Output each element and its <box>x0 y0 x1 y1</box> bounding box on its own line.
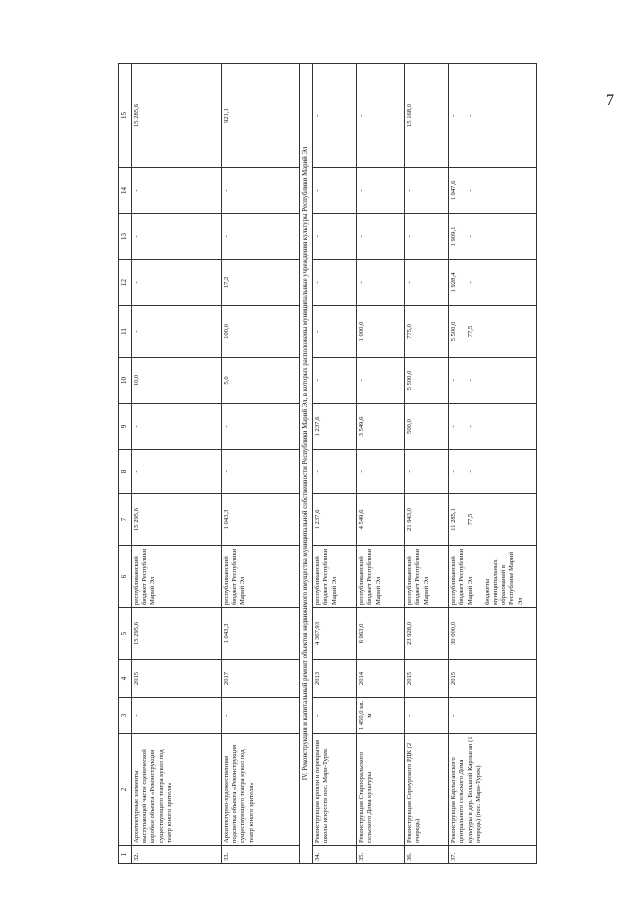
cell-y2017: - <box>405 260 449 306</box>
header-cell: 7 <box>119 494 132 546</box>
source-municipal: бюджеты муниципальных образований в Республике Марий Эл <box>483 551 524 605</box>
cell-y2014: - <box>222 404 300 450</box>
cell-capacity: - <box>132 698 222 734</box>
value-municipal: - <box>467 425 475 428</box>
cell-y2020: - <box>313 64 357 168</box>
row-number: 33. <box>222 846 300 864</box>
header-cell: 15 <box>119 64 132 168</box>
cell-capacity: - <box>449 698 537 734</box>
cell-year: 2015 <box>405 660 449 698</box>
cell-y2015: - <box>357 358 405 404</box>
row-number: 37. <box>449 846 537 864</box>
value-republic: - <box>450 425 458 428</box>
cell-capacity: - <box>405 698 449 734</box>
header-cell: 3 <box>119 698 132 734</box>
table-row <box>449 64 537 864</box>
value-municipal: - <box>467 189 475 192</box>
header-cell: 2 <box>119 734 132 846</box>
cell-y2019 <box>449 168 537 214</box>
cell-y2014: - <box>132 404 222 450</box>
header-cell: 13 <box>119 214 132 260</box>
cell-y2019: - <box>357 168 405 214</box>
cell-y2013: - <box>132 450 222 494</box>
cell-y2013 <box>449 450 537 494</box>
cell-y2013: - <box>405 450 449 494</box>
cell-y2018: - <box>132 214 222 260</box>
cell-y2016: 775,0 <box>405 306 449 358</box>
cell-y2017: 17,2 <box>222 260 300 306</box>
cell-cost: 15 295,6 <box>132 608 222 660</box>
cell-y2015 <box>449 358 537 404</box>
cell-year: 2017 <box>222 660 300 698</box>
cell-total: 1 043,3 <box>222 494 300 546</box>
cell-year: 2015 <box>132 660 222 698</box>
value-republic: 1 928,4 <box>450 272 458 293</box>
cell-cost: 23 928,0 <box>405 608 449 660</box>
cell-y2015: 5 500,0 <box>405 358 449 404</box>
program-table <box>118 63 537 864</box>
cell-total: 1 237,6 <box>313 494 357 546</box>
cell-total: 15 295,6 <box>132 494 222 546</box>
cell-y2013: - <box>222 450 300 494</box>
page-number: 7 <box>606 92 614 109</box>
header-row <box>119 64 132 864</box>
cell-y2017 <box>449 260 537 306</box>
header-cell: 5 <box>119 608 132 660</box>
header-cell: 8 <box>119 450 132 494</box>
cell-total <box>449 494 537 546</box>
object-name: Реконструкция Старооральского сельского Дома культуры <box>357 734 405 846</box>
object-name: Реконструкция Сернурского РДК (2 очередь) <box>405 734 449 846</box>
value-republic: 1 947,6 <box>450 180 458 201</box>
value-municipal: - <box>467 235 475 238</box>
cell-y2017: - <box>313 260 357 306</box>
section-row <box>300 64 313 864</box>
header-cell: 10 <box>119 358 132 404</box>
cell-cost: 4 367,93 <box>313 608 357 660</box>
cell-y2017: - <box>132 260 222 306</box>
cell-capacity: - <box>313 698 357 734</box>
cell-y2020: - <box>357 64 405 168</box>
value-republic: - <box>450 379 458 382</box>
header-cell: 1 <box>119 846 132 864</box>
cell-source: республиканский бюджет Республики Марий Эл <box>357 546 405 608</box>
cell-y2015: 5,0 <box>222 358 300 404</box>
table-row <box>132 64 222 864</box>
object-name: Реконструкция Карлыганского центрального сельского Дома культуры в дер. Большой Карлыган (1 очередь) (пос. Мари-Турек) <box>449 734 537 846</box>
cell-y2019: - <box>132 168 222 214</box>
cell-y2020: 15 168,0 <box>405 64 449 168</box>
cell-total: 21 943,0 <box>405 494 449 546</box>
cell-y2018: - <box>405 214 449 260</box>
cell-capacity: - <box>222 698 300 734</box>
cell-y2018: - <box>222 214 300 260</box>
header-cell: 4 <box>119 660 132 698</box>
table-row <box>357 64 405 864</box>
cell-cost: 1 043,3 <box>222 608 300 660</box>
cell-y2020 <box>449 64 537 168</box>
cell-total: 4 549,6 <box>357 494 405 546</box>
header-cell: 12 <box>119 260 132 306</box>
cell-y2016: - <box>313 306 357 358</box>
row-number: 32. <box>132 846 222 864</box>
cell-y2019: - <box>313 168 357 214</box>
header-cell: 14 <box>119 168 132 214</box>
cell-source <box>449 546 537 608</box>
cell-year: 2013 <box>313 660 357 698</box>
value-republic: 11 285,1 <box>450 508 458 531</box>
cell-y2016: 100,0 <box>222 306 300 358</box>
object-name: Архитектурные элементы выступающей части сценической коробки объекта «Реконструкция существующего театра кукол под театр юного зрителя» <box>132 734 222 846</box>
cell-y2013: - <box>357 450 405 494</box>
value-republic: - <box>450 114 458 117</box>
object-name: Реконструкция кровли и перекрытия школы искусств пос. Мари-Турек <box>313 734 357 846</box>
cell-y2016 <box>449 306 537 358</box>
cell-y2019: - <box>222 168 300 214</box>
cell-year: 2015 <box>449 660 537 698</box>
cell-y2014 <box>449 404 537 450</box>
cell-y2020: 921,1 <box>222 64 300 168</box>
value-municipal: - <box>467 379 475 382</box>
cell-capacity: 1 450,0 кв. м <box>357 698 405 734</box>
cell-cost: 6 963,0 <box>357 608 405 660</box>
value-municipal: 77,5 <box>467 325 475 338</box>
cell-y2017: - <box>357 260 405 306</box>
value-municipal: - <box>467 281 475 284</box>
cell-source: республиканский бюджет Республики Марий Эл <box>313 546 357 608</box>
cell-y2014: 3 549,6 <box>357 404 405 450</box>
rotated-table-sheet <box>118 64 630 864</box>
cell-source: республиканский бюджет Республики Марий Эл <box>222 546 300 608</box>
header-cell: 9 <box>119 404 132 450</box>
row-number: 34. <box>313 846 357 864</box>
value-municipal: - <box>467 470 475 473</box>
cell-y2016: - <box>132 306 222 358</box>
cell-y2014: 500,0 <box>405 404 449 450</box>
cell-y2018: - <box>357 214 405 260</box>
value-municipal: 77,5 <box>467 513 475 526</box>
cell-y2020: 15 285,6 <box>132 64 222 168</box>
cell-source: республиканский бюджет Республики Марий Эл <box>405 546 449 608</box>
cell-cost: 30 000,0 <box>449 608 537 660</box>
header-cell: 6 <box>119 546 132 608</box>
table-row <box>313 64 357 864</box>
section-title: IV. Реконструкция и капитальный ремонт объектов недвижимого имущества муниципальной собственности Республики Марий Эл, в которых расположены муниципальные учреждения культуры Республики Марий Эл <box>300 64 313 864</box>
value-republic: - <box>450 470 458 473</box>
row-number: 35. <box>357 846 405 864</box>
row-number: 36. <box>405 846 449 864</box>
source-republic: республиканский бюджет Республики Марий Эл <box>450 548 474 605</box>
cell-y2019: - <box>405 168 449 214</box>
cell-y2018: - <box>313 214 357 260</box>
value-republic: 1 909,1 <box>450 226 458 247</box>
table-row <box>222 64 300 864</box>
cell-y2016: 1 000,0 <box>357 306 405 358</box>
cell-year: 2014 <box>357 660 405 698</box>
cell-y2018 <box>449 214 537 260</box>
cell-y2015: - <box>313 358 357 404</box>
cell-source: республиканский бюджет Республики Марий Эл <box>132 546 222 608</box>
cell-y2015: 10,0 <box>132 358 222 404</box>
value-municipal: - <box>467 114 475 117</box>
cell-y2014: 1 237,6 <box>313 404 357 450</box>
cell-y2013: - <box>313 450 357 494</box>
table-row <box>405 64 449 864</box>
value-republic: 5 500,0 <box>450 321 458 342</box>
header-cell: 11 <box>119 306 132 358</box>
object-name: Архитектурно-художественная подсветка объекта «Реконструкция существующего театра кукол под театр юного зрителя» <box>222 734 300 846</box>
